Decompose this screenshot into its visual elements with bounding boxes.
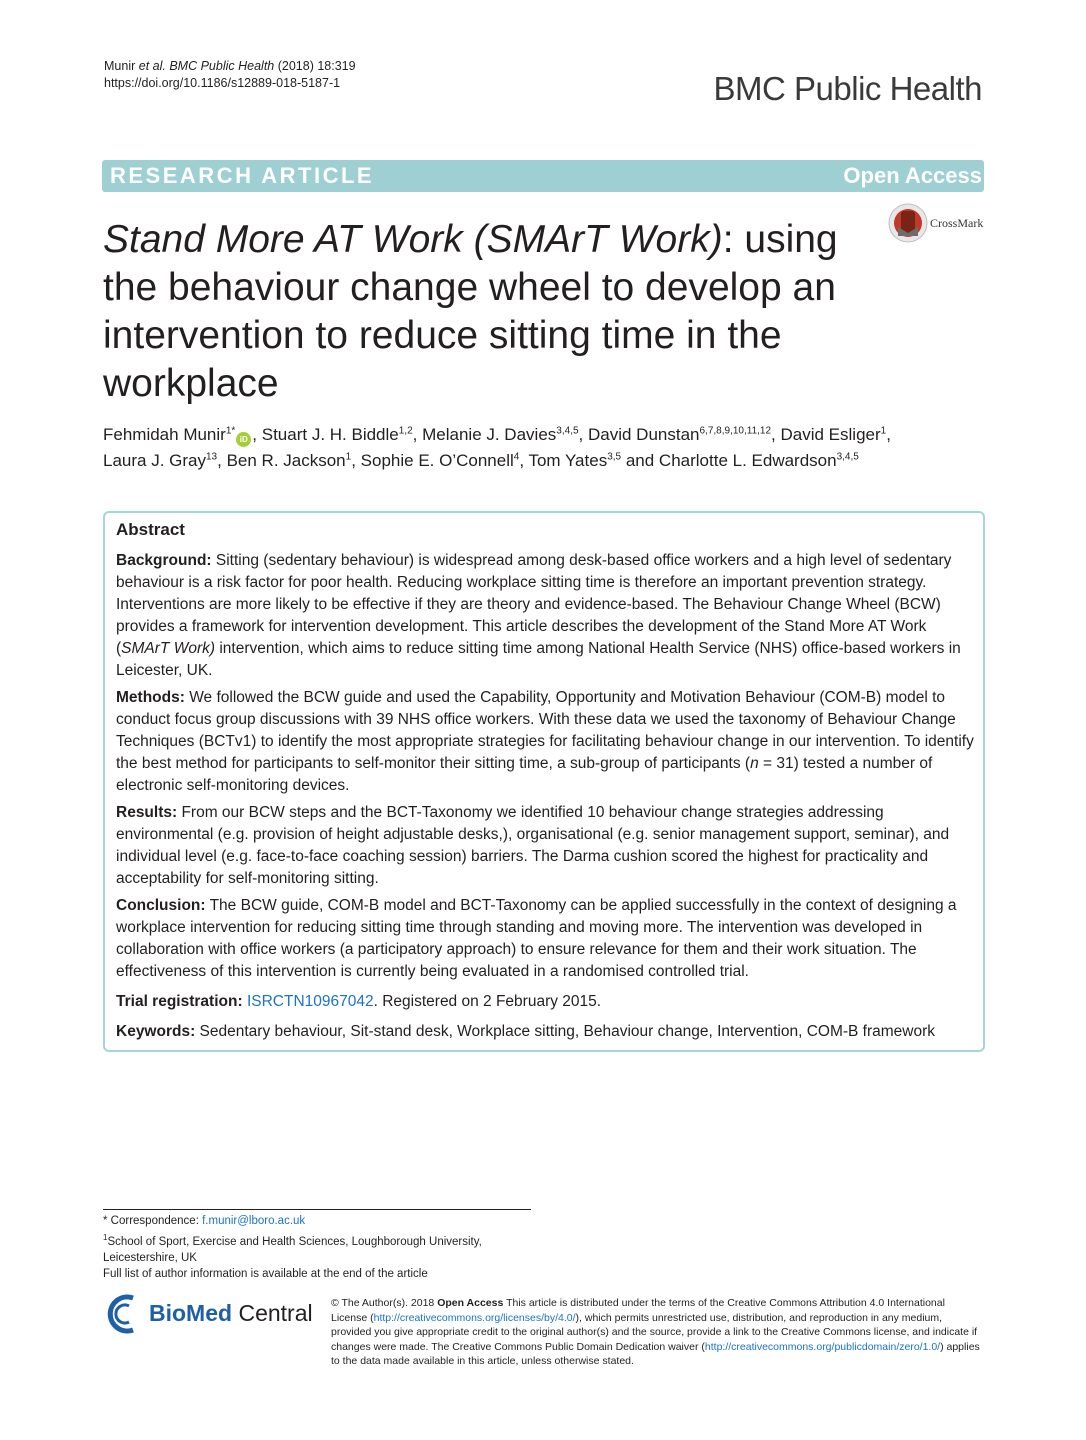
author-affiliation-sup: 3,5 [607,451,622,463]
abstract-background: Background: Sitting (sedentary behaviour) is widespread among desk-based office workers and a high level of sedentary behaviour is a risk factor for poor health. Reducing workplace sitting time is therefore an important prevention strategy. Interventions are more likely to be effective if they are theory and evidence-based. The Behaviour Change Wheel (BCW) provides a framework for intervention development. This article describes the development of the Stand More AT Work (SMArT Work) intervention, which aims to reduce sitting time among National Health Service (NHS) office-based workers in Leicester, UK. [116,552,961,679]
citation-journal: BMC Public Health [169,59,275,73]
author [422,425,588,444]
author-separator: , [578,425,588,444]
footnote-divider [103,1209,531,1210]
crossmark-label[interactable]: CrossMark [930,216,984,230]
footnotes [103,1213,543,1283]
author-name: Sophie E. O’Connell [360,451,514,470]
author-separator: , [886,425,891,444]
author [262,425,422,444]
author [588,425,781,444]
trial-registration-link[interactable]: ISRCTN10967042 [246,993,374,1010]
author-name: David Dunstan [587,425,700,444]
correspondence-email[interactable]: f.munir@lboro.ac.uk [202,1215,306,1227]
author-affiliation-sup: 6,7,8,9,10,11,12 [699,425,772,437]
author-name: Fehmidah Munir [103,425,226,444]
author [227,451,361,470]
crossmark-icon[interactable] [888,203,928,243]
author [528,451,658,470]
abstract-keywords: Keywords: Sedentary behaviour, Sit-stand desk, Workplace sitting, Behaviour change, Intervention, COM-B framework [116,1023,936,1040]
author-name: Laura J. Gray [103,451,206,470]
open-access-label: Open Access [843,163,982,188]
correspondence: * Correspondence: f.munir@lboro.ac.uk [103,1215,306,1227]
biomed-central-arc-icon [103,1294,147,1334]
journal-name: BMC Public Health [713,70,982,107]
author-separator: , [771,425,781,444]
author-name: Ben R. Jackson [226,451,346,470]
author-affiliation-sup: 4 [513,451,520,463]
author-name: Charlotte L. Edwardson [658,451,837,470]
author [103,451,227,470]
author-affiliation-sup: 13 [206,451,218,463]
abstract-results: Results: From our BCW steps and the BCT-Taxonomy we identified 10 behaviour change strategies addressing environmental (e.g. provision of height adjustable desks,), organisational (e.g. senior management support, seminar), and individual level (e.g. face-to-face coaching session) barriers. The Darma cushion scored the highest for practicality and acceptability for self-monitoring sitting. [116,804,950,887]
author-list [103,422,983,474]
citation-year-volume: (2018) 18:319 [277,59,356,73]
title-rest: : using the behaviour change wheel to develop an intervention to reduce sitting time in the workplace [103,218,838,405]
author-separator: , [519,451,529,470]
affiliation: $^1$School of Sport, Exercise and Health Sciences, Loughborough University, Leicestershire, UK [103,1232,482,1264]
abstract-heading: Abstract [116,520,185,539]
author-separator: , [412,425,423,444]
abstract-methods: Methods: We followed the BCW guide and used the Capability, Opportunity and Motivation Behaviour (COM-B) model to conduct focus group discussions with 39 NHS office workers. With these data we used the taxonomy of Behaviour Change Techniques (BCTv1) to identify the most appropriate strategies for facilitating behaviour change in our intervention. To identify the best method for participants to self-monitor their sitting time, a sub-group of participants (n = 31) tested a number of electronic self-monitoring devices. [116,689,974,794]
author-affiliation-sup: 1 [880,425,887,437]
article-title [103,216,893,408]
citation-line [104,58,356,75]
abstract-conclusion: Conclusion: The BCW guide, COM-B model and BCT-Taxonomy can be applied successfully in the context of designing a workplace intervention for reducing sitting time through standing and moving more. The intervention was developed in collaboration with office workers (a participatory approach) to ensure relevance for them and their work situation. The effectiveness of this intervention is currently being evaluated in a randomised controlled trial. [116,897,957,980]
author-separator: , [252,425,262,444]
author [361,451,529,470]
author-separator: , [351,451,361,470]
license-link[interactable]: http://creativecommons.org/licenses/by/4.0/ [373,1311,576,1324]
biomed-central-logo[interactable] [103,1294,313,1334]
author-affiliation-sup: 3,4,5 [836,451,859,463]
public-domain-link[interactable]: http://creativecommons.org/publicdomain/zero/1.0/ [704,1340,941,1353]
abstract-trial-registration: Trial registration: ISRCTN10967042. Registered on 2 February 2015. [116,993,602,1010]
full-author-list-note: Full list of author information is available at the end of the article [103,1268,428,1281]
author-name: Tom Yates [528,451,608,470]
abstract [116,518,976,1048]
title-italic: Stand More AT Work (SMArT Work) [103,218,723,261]
citation-authors: Munir [104,59,136,73]
author-affiliation-sup: 3,4,5 [556,425,579,437]
citation [104,58,356,92]
doi-link[interactable]: https://doi.org/10.1186/s12889-018-5187-1 [104,76,341,90]
author-name: Melanie J. Davies [422,425,557,444]
orcid-icon[interactable]: iD [236,432,251,447]
article-type-label: RESEARCH ARTICLE [110,163,375,188]
citation-etal: et al. [138,59,166,73]
author-affiliation-sup: 1* [225,425,236,437]
author [781,425,891,444]
author-separator: and [621,451,659,470]
author-name: Stuart J. H. Biddle [261,425,399,444]
author-affiliation-sup: 1 [345,451,352,463]
license-statement: © The Author(s). 2018 Open Access This article is distributed under the terms of the Creative Commons Attribution 4.0 International License (http://creativecommons.org/licenses/by/4.0/), which permits unrestricted use, distribution, and reproduction in any medium, provided you give appropriate credit to the original author(s) and the source, provide a link to the Creative Commons license, and indicate if changes were made. The Creative Commons Public Domain Dedication waiver (http://creativecommons.org/publicdomain/zero/1.0/) applies to the data made available in this article, unless otherwise stated. [331,1297,980,1368]
author [659,451,859,470]
author-separator: , [217,451,227,470]
author [103,425,262,444]
biomed-text: BioMed Central [149,1300,313,1326]
author-name: David Esliger [780,425,881,444]
author-affiliation-sup: 1,2 [398,425,413,437]
